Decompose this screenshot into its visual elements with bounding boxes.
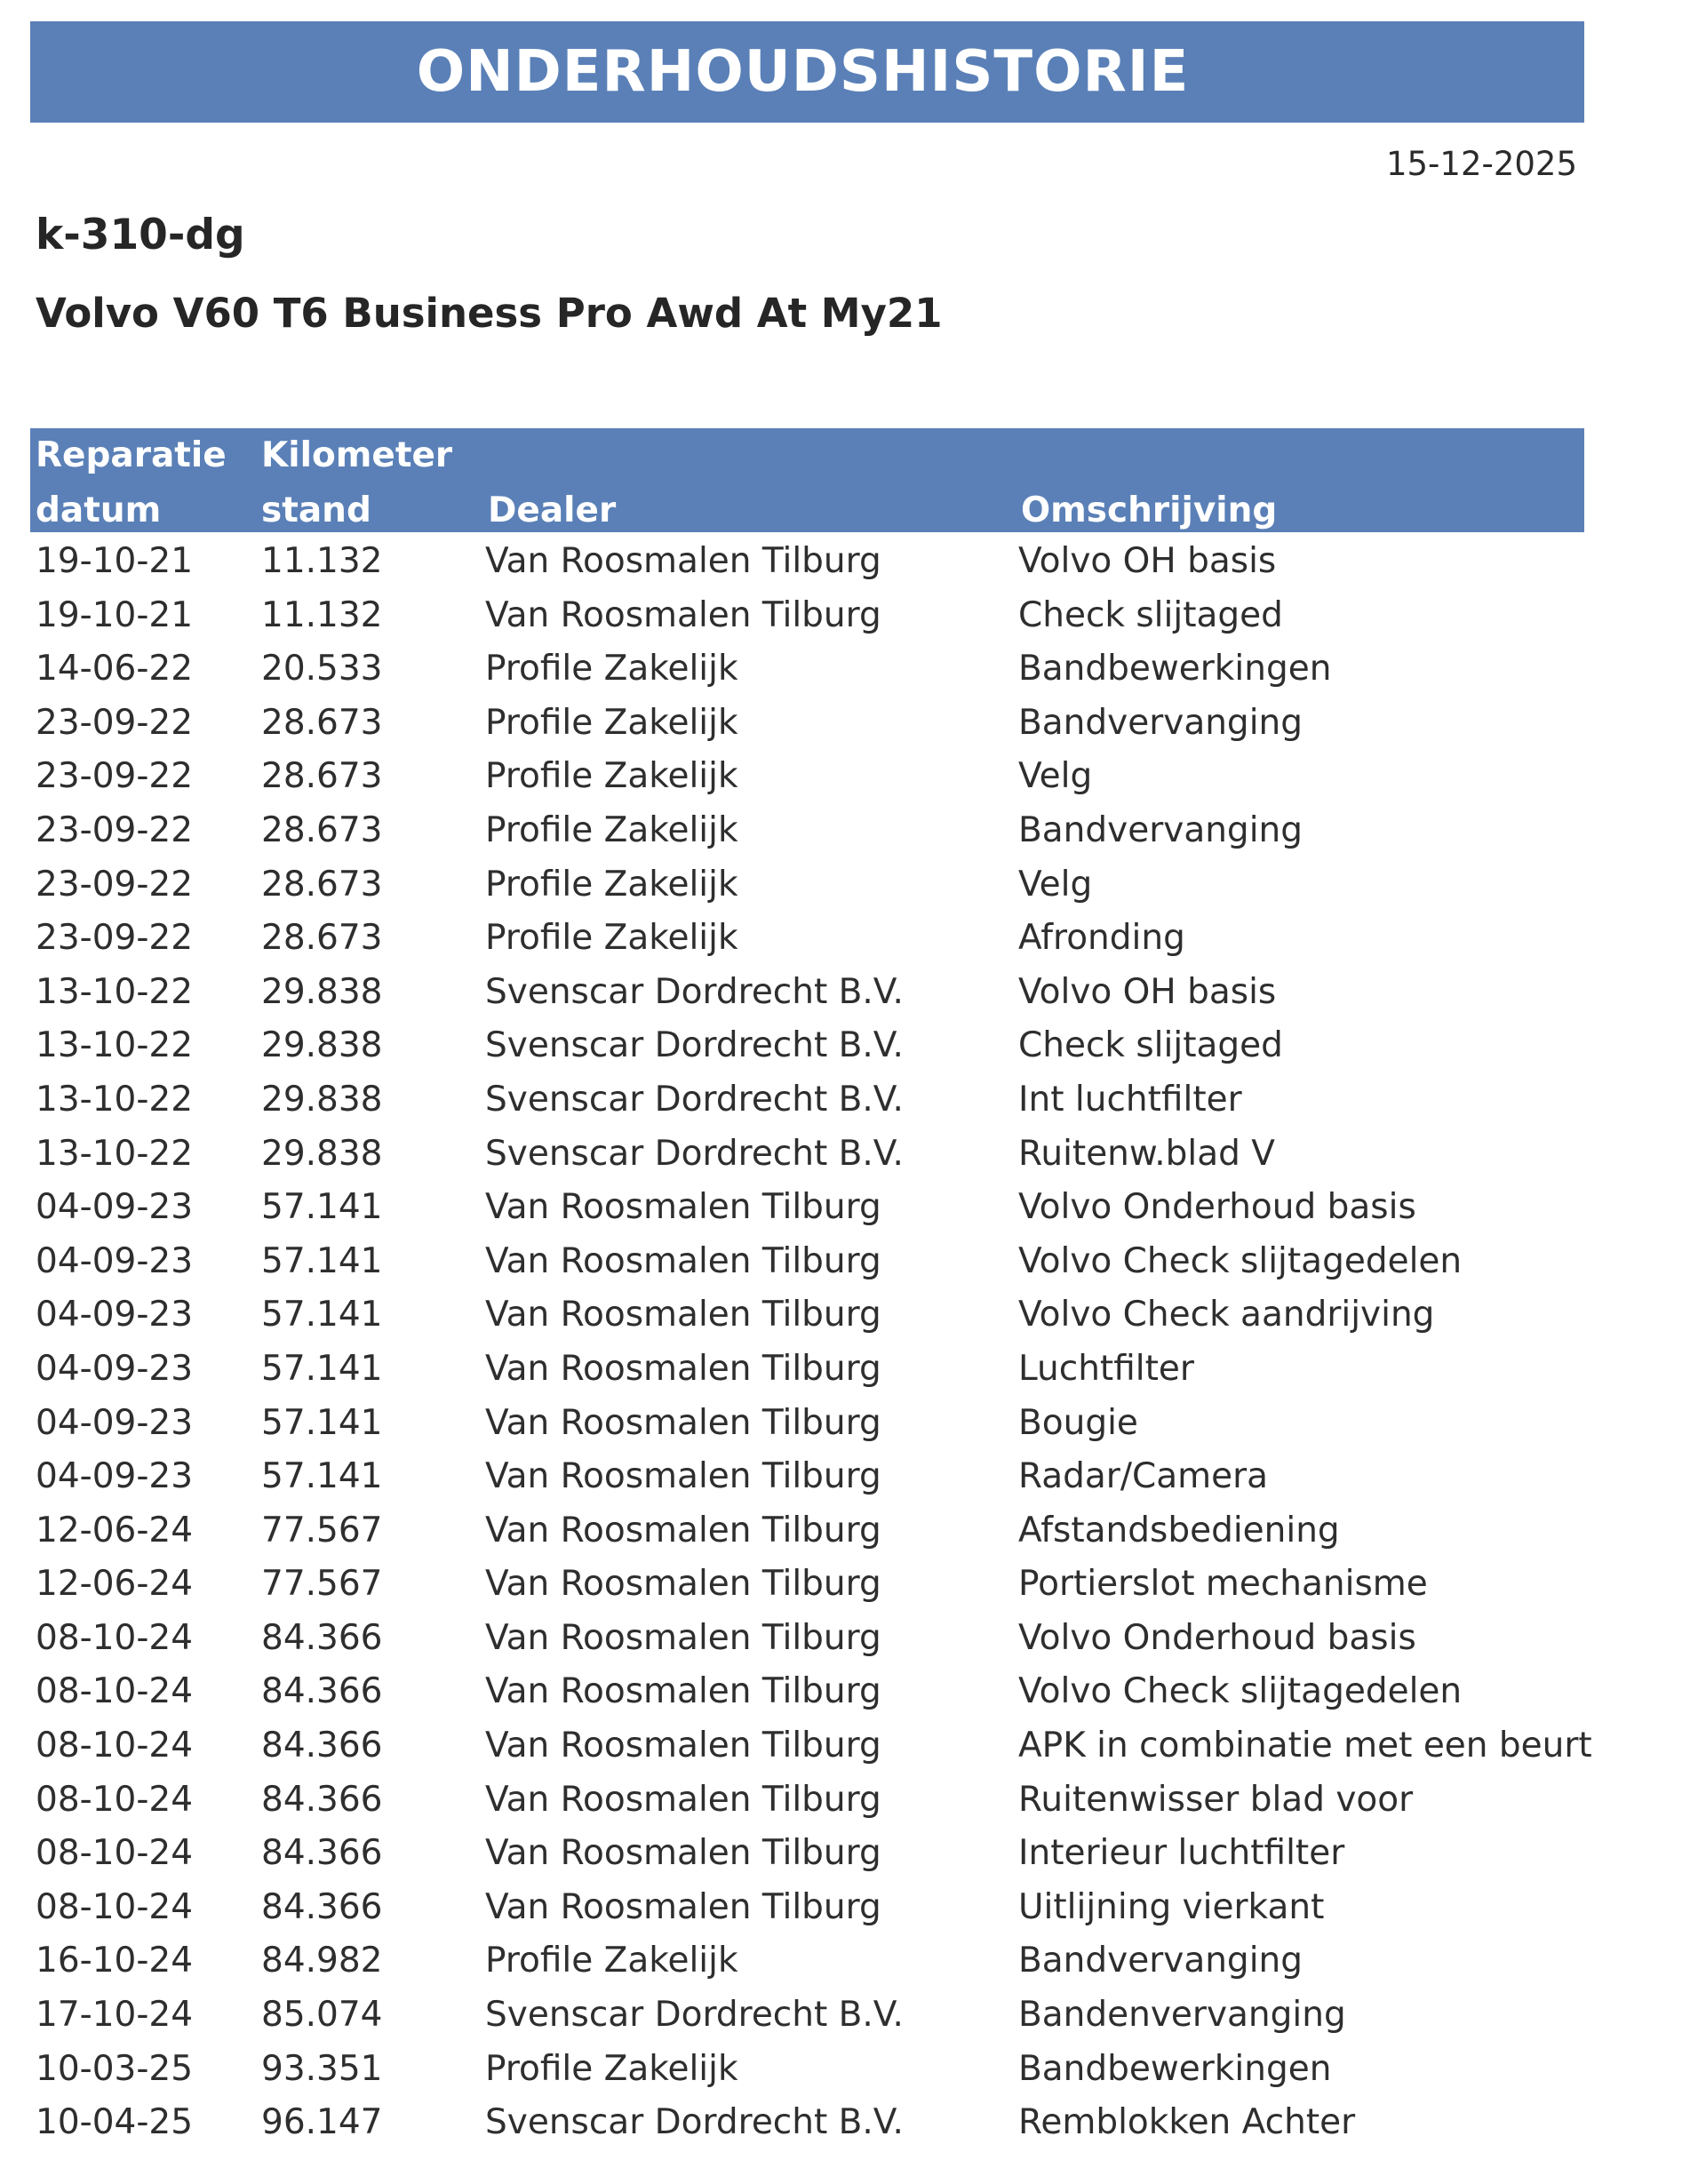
dealer-cell: Profile Zakelijk	[485, 702, 738, 743]
description-cell: Check slijtaged	[1018, 594, 1283, 635]
description-cell: Volvo OH basis	[1018, 971, 1277, 1012]
table-row	[30, 1449, 1673, 1503]
table-row	[30, 1127, 1673, 1181]
repair-date-cell: 13-10-22	[36, 971, 194, 1012]
description-cell: Ruitenwisser blad voor	[1018, 1779, 1414, 1820]
dealer-cell: Van Roosmalen Tilburg	[485, 1833, 881, 1874]
description-cell: Volvo OH basis	[1018, 541, 1277, 581]
repair-date-cell: 08-10-24	[36, 1726, 194, 1766]
repair-date-cell: 13-10-22	[36, 1079, 194, 1120]
title-banner	[30, 21, 1584, 123]
table-row	[30, 965, 1673, 1019]
mileage-cell: 84.982	[261, 1941, 383, 1981]
description-cell: Velg	[1018, 756, 1093, 797]
dealer-cell: Van Roosmalen Tilburg	[485, 1295, 881, 1335]
table-row	[30, 1611, 1673, 1665]
repair-date-cell: 16-10-24	[36, 1941, 194, 1981]
column-header-dealer: Dealer	[488, 490, 617, 530]
mileage-cell: 29.838	[261, 971, 383, 1012]
mileage-cell: 28.673	[261, 864, 383, 905]
description-cell: Volvo Check slijtagedelen	[1018, 1240, 1463, 1281]
dealer-cell: Van Roosmalen Tilburg	[485, 1456, 881, 1497]
description-cell: APK in combinatie met een beurt	[1018, 1726, 1592, 1766]
mileage-cell: 57.141	[261, 1456, 383, 1497]
table-row	[30, 1773, 1673, 1827]
repair-date-cell: 14-06-22	[36, 649, 194, 689]
dealer-cell: Van Roosmalen Tilburg	[485, 1510, 881, 1550]
dealer-cell: Van Roosmalen Tilburg	[485, 541, 881, 581]
mileage-cell: 28.673	[261, 809, 383, 850]
mileage-cell: 84.366	[261, 1617, 383, 1658]
table-row	[30, 1664, 1673, 1718]
column-header-mileage	[261, 428, 452, 538]
dealer-cell: Svenscar Dordrecht B.V.	[485, 1079, 904, 1120]
mileage-cell: 93.351	[261, 2048, 383, 2089]
description-cell: Ruitenw.blad V	[1018, 1133, 1275, 1174]
repair-date-cell: 08-10-24	[36, 1617, 194, 1658]
mileage-cell: 84.366	[261, 1779, 383, 1820]
repair-date-cell: 23-09-22	[36, 702, 194, 743]
dealer-cell: Van Roosmalen Tilburg	[485, 1187, 881, 1228]
description-cell: Remblokken Achter	[1018, 2102, 1356, 2143]
description-cell: Bandenvervanging	[1018, 1995, 1346, 2036]
table-row	[30, 1503, 1673, 1558]
table-row	[30, 1988, 1673, 2042]
description-cell: Bandvervanging	[1018, 702, 1303, 743]
repair-date-cell: 23-09-22	[36, 756, 194, 797]
table-row	[30, 1933, 1673, 1988]
repair-date-cell: 12-06-24	[36, 1510, 194, 1550]
license-plate: k-310-dg	[36, 211, 245, 259]
repair-date-cell: 04-09-23	[36, 1187, 194, 1228]
description-cell: Bandvervanging	[1018, 1941, 1303, 1981]
table-row	[30, 534, 1673, 588]
dealer-cell: Profile Zakelijk	[485, 809, 738, 850]
description-cell: Bandbewerkingen	[1018, 649, 1332, 689]
repair-date-cell: 10-03-25	[36, 2048, 194, 2089]
description-cell: Afstandsbediening	[1018, 1510, 1340, 1550]
column-header-mileage-line2: stand	[261, 490, 371, 530]
description-cell: Volvo Onderhoud basis	[1018, 1187, 1416, 1228]
mileage-cell: 28.673	[261, 702, 383, 743]
dealer-cell: Van Roosmalen Tilburg	[485, 1726, 881, 1766]
mileage-cell: 77.567	[261, 1564, 383, 1605]
description-cell: Portierslot mechanisme	[1018, 1564, 1428, 1605]
mileage-cell: 57.141	[261, 1402, 383, 1443]
table-row	[30, 2042, 1673, 2096]
mileage-cell: 28.673	[261, 918, 383, 959]
table-header	[30, 428, 1584, 532]
mileage-cell: 57.141	[261, 1240, 383, 1281]
report-date: 15-12-2025	[1385, 145, 1577, 183]
table-row	[30, 2095, 1673, 2149]
mileage-cell: 29.838	[261, 1025, 383, 1066]
dealer-cell: Van Roosmalen Tilburg	[485, 1886, 881, 1927]
table-row	[30, 749, 1673, 803]
dealer-cell: Van Roosmalen Tilburg	[485, 1617, 881, 1658]
dealer-cell: Svenscar Dordrecht B.V.	[485, 1025, 904, 1066]
dealer-cell: Svenscar Dordrecht B.V.	[485, 1133, 904, 1174]
column-header-date	[36, 428, 227, 538]
repair-date-cell: 08-10-24	[36, 1886, 194, 1927]
column-header-date-line2: datum	[36, 490, 162, 530]
table-row	[30, 1018, 1673, 1072]
table-row	[30, 1826, 1673, 1880]
dealer-cell: Van Roosmalen Tilburg	[485, 1779, 881, 1820]
column-header-date-line1: Reparatie	[36, 435, 227, 475]
mileage-cell: 57.141	[261, 1348, 383, 1389]
mileage-cell: 84.366	[261, 1886, 383, 1927]
repair-date-cell: 13-10-22	[36, 1133, 194, 1174]
repair-date-cell: 04-09-23	[36, 1348, 194, 1389]
description-cell: Radar/Camera	[1018, 1456, 1269, 1497]
description-cell: Bandvervanging	[1018, 809, 1303, 850]
table-row	[30, 857, 1673, 912]
dealer-cell: Profile Zakelijk	[485, 756, 738, 797]
dealer-cell: Van Roosmalen Tilburg	[485, 1240, 881, 1281]
column-header-description: Omschrijving	[1021, 490, 1278, 530]
dealer-cell: Van Roosmalen Tilburg	[485, 1671, 881, 1712]
mileage-cell: 11.132	[261, 594, 383, 635]
repair-date-cell: 23-09-22	[36, 918, 194, 959]
repair-date-cell: 04-09-23	[36, 1295, 194, 1335]
description-cell: Luchtfilter	[1018, 1348, 1194, 1389]
repair-date-cell: 08-10-24	[36, 1833, 194, 1874]
repair-date-cell: 23-09-22	[36, 809, 194, 850]
dealer-cell: Profile Zakelijk	[485, 2048, 738, 2089]
description-cell: Bandbewerkingen	[1018, 2048, 1332, 2089]
repair-date-cell: 19-10-21	[36, 541, 194, 581]
mileage-cell: 84.366	[261, 1833, 383, 1874]
table-row	[30, 1342, 1673, 1396]
repair-date-cell: 23-09-22	[36, 864, 194, 905]
table-row	[30, 1287, 1673, 1342]
mileage-cell: 84.366	[261, 1671, 383, 1712]
dealer-cell: Van Roosmalen Tilburg	[485, 1564, 881, 1605]
column-header-mileage-line1: Kilometer	[261, 435, 453, 475]
description-cell: Int luchtfilter	[1018, 1079, 1242, 1120]
dealer-cell: Van Roosmalen Tilburg	[485, 1348, 881, 1389]
mileage-cell: 29.838	[261, 1079, 383, 1120]
mileage-cell: 84.366	[261, 1726, 383, 1766]
mileage-cell: 20.533	[261, 649, 383, 689]
table-row	[30, 1234, 1673, 1288]
dealer-cell: Profile Zakelijk	[485, 864, 738, 905]
description-cell: Check slijtaged	[1018, 1025, 1283, 1066]
repair-date-cell: 12-06-24	[36, 1564, 194, 1605]
mileage-cell: 77.567	[261, 1510, 383, 1550]
table-row	[30, 1072, 1673, 1127]
description-cell: Volvo Check aandrijving	[1018, 1295, 1435, 1335]
table-row	[30, 911, 1673, 965]
repair-date-cell: 04-09-23	[36, 1240, 194, 1281]
description-cell: Volvo Check slijtagedelen	[1018, 1671, 1463, 1712]
description-cell: Afronding	[1018, 918, 1185, 959]
description-cell: Bougie	[1018, 1402, 1138, 1443]
repair-date-cell: 13-10-22	[36, 1025, 194, 1066]
repair-date-cell: 10-04-25	[36, 2102, 194, 2143]
mileage-cell: 28.673	[261, 756, 383, 797]
dealer-cell: Profile Zakelijk	[485, 1941, 738, 1981]
vehicle-model: Volvo V60 T6 Business Pro Awd At My21	[36, 290, 943, 337]
repair-date-cell: 19-10-21	[36, 594, 194, 635]
repair-date-cell: 04-09-23	[36, 1402, 194, 1443]
description-cell: Volvo Onderhoud basis	[1018, 1617, 1416, 1658]
mileage-cell: 96.147	[261, 2102, 383, 2143]
page-title: ONDERHOUDSHISTORIE	[416, 39, 1190, 105]
table-row	[30, 1180, 1673, 1234]
table-row	[30, 1718, 1673, 1773]
description-cell: Interieur luchtfilter	[1018, 1833, 1345, 1874]
dealer-cell: Van Roosmalen Tilburg	[485, 1402, 881, 1443]
table-row	[30, 1880, 1673, 1934]
mileage-cell: 85.074	[261, 1995, 383, 2036]
table-row	[30, 803, 1673, 857]
repair-date-cell: 17-10-24	[36, 1995, 194, 2036]
dealer-cell: Profile Zakelijk	[485, 918, 738, 959]
table-row	[30, 696, 1673, 750]
dealer-cell: Svenscar Dordrecht B.V.	[485, 2102, 904, 2143]
repair-date-cell: 04-09-23	[36, 1456, 194, 1497]
maintenance-table-body	[30, 534, 1673, 2149]
table-row	[30, 1557, 1673, 1611]
dealer-cell: Van Roosmalen Tilburg	[485, 594, 881, 635]
repair-date-cell: 08-10-24	[36, 1671, 194, 1712]
mileage-cell: 11.132	[261, 541, 383, 581]
dealer-cell: Profile Zakelijk	[485, 649, 738, 689]
repair-date-cell: 08-10-24	[36, 1779, 194, 1820]
table-row	[30, 588, 1673, 642]
mileage-cell: 57.141	[261, 1295, 383, 1335]
dealer-cell: Svenscar Dordrecht B.V.	[485, 971, 904, 1012]
description-cell: Uitlijning vierkant	[1018, 1886, 1325, 1927]
description-cell: Velg	[1018, 864, 1093, 905]
mileage-cell: 57.141	[261, 1187, 383, 1228]
dealer-cell: Svenscar Dordrecht B.V.	[485, 1995, 904, 2036]
mileage-cell: 29.838	[261, 1133, 383, 1174]
table-row	[30, 642, 1673, 696]
table-row	[30, 1396, 1673, 1450]
